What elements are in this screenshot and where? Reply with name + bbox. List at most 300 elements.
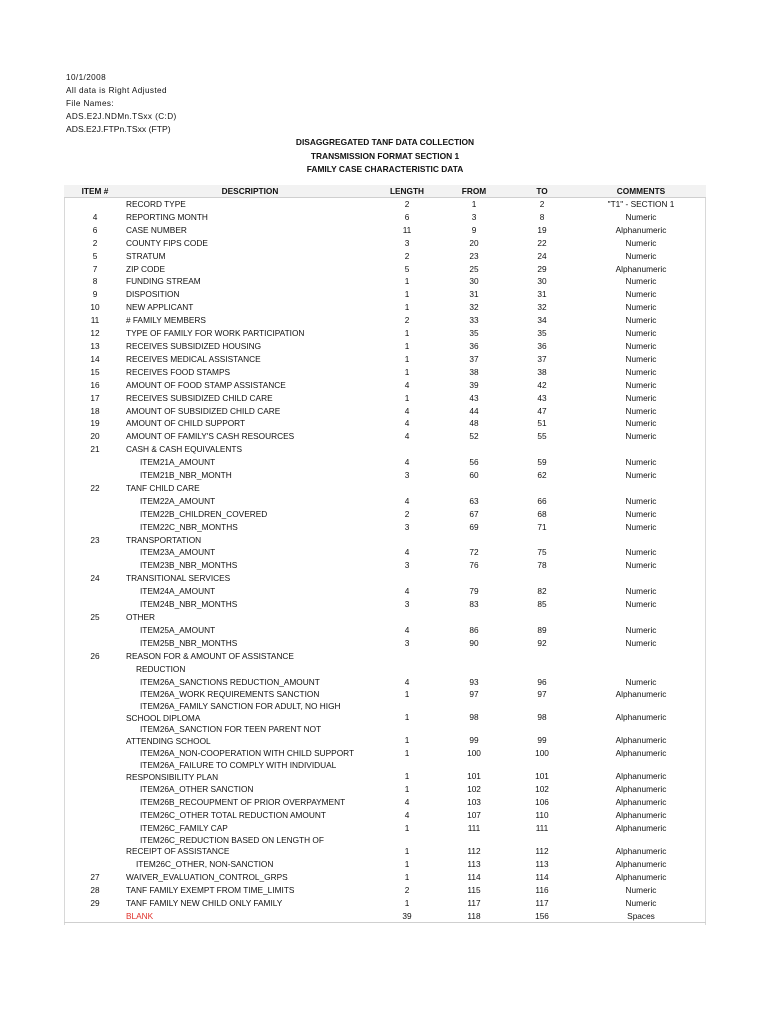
- table-row: [64, 871, 706, 884]
- cell-item: 16: [90, 379, 100, 390]
- cell-to: 42: [537, 379, 547, 390]
- cell-from: 32: [469, 302, 479, 313]
- cell-description: [126, 405, 374, 418]
- description-text: RECEIVES SUBSIDIZED CHILD CARE: [126, 392, 273, 403]
- cell-description: [126, 783, 374, 796]
- cell-item: 23: [90, 534, 100, 545]
- description-text: ITEM22A_AMOUNT: [140, 495, 216, 506]
- cell-length: [374, 482, 440, 495]
- cell-length: [374, 534, 440, 547]
- table-row: [64, 663, 706, 676]
- cell-item: [64, 822, 126, 835]
- cell-length: 4: [404, 797, 410, 808]
- cell-to: 111: [535, 822, 549, 833]
- description-text: ITEM26C_OTHER TOTAL REDUCTION AMOUNT: [140, 810, 326, 821]
- table-row: [64, 688, 706, 701]
- cell-to: 2: [539, 199, 545, 209]
- table-row: [64, 572, 706, 585]
- cell-to: [508, 534, 576, 547]
- cell-item: 17: [90, 392, 100, 403]
- cell-description: [126, 224, 374, 237]
- cell-item: 19: [90, 418, 100, 429]
- cell-from: [440, 663, 508, 676]
- col-header-to: TO: [508, 185, 576, 198]
- cell-description: [126, 796, 374, 809]
- cell-length: 1: [404, 289, 410, 300]
- cell-to: [508, 443, 576, 456]
- description-text: ITEM26A_NON-COOPERATION WITH CHILD SUPPORT: [140, 748, 355, 759]
- cell-description: [126, 366, 374, 379]
- cell-description: [126, 340, 374, 353]
- cell-description: [126, 301, 374, 314]
- cell-description: [126, 897, 374, 910]
- cell-item: 7: [92, 263, 98, 274]
- cell-comments: Numeric: [625, 431, 657, 442]
- cell-item: [64, 546, 126, 559]
- description-text: ITEM25B_NBR_MONTHS: [140, 637, 238, 648]
- cell-description: [126, 910, 374, 923]
- cell-item: [64, 796, 126, 809]
- description-text: ITEM26B_RECOUPMENT OF PRIOR OVERPAYMENT: [140, 797, 346, 808]
- cell-description: [126, 263, 374, 276]
- cell-to: 55: [537, 431, 547, 442]
- cell-comments: Alphanumeric: [615, 224, 667, 235]
- cell-from: 112: [467, 845, 481, 856]
- table-row: [64, 521, 706, 534]
- description-text: AMOUNT OF FOOD STAMP ASSISTANCE: [126, 379, 286, 390]
- cell-from: 52: [469, 431, 479, 442]
- cell-length: 1: [404, 748, 410, 759]
- description-text: AMOUNT OF SUBSIDIZED CHILD CARE: [126, 405, 281, 416]
- description-text: REASON FOR & AMOUNT OF ASSISTANCE: [126, 650, 294, 661]
- cell-from: 97: [469, 689, 479, 700]
- description-text: RECEIVES FOOD STAMPS: [126, 366, 231, 377]
- cell-item: [64, 508, 126, 521]
- cell-comments: Numeric: [625, 289, 657, 300]
- table-body: [64, 198, 706, 923]
- cell-description: [126, 237, 374, 250]
- cell-length: 4: [404, 624, 410, 635]
- cell-description: [126, 288, 374, 301]
- cell-description: [126, 611, 374, 624]
- cell-from: 60: [469, 470, 479, 481]
- cell-from: [440, 572, 508, 585]
- cell-comments: Alphanumeric: [615, 263, 667, 274]
- description-text: RECORD TYPE: [126, 199, 186, 209]
- table-row: [64, 534, 706, 547]
- cell-description: [126, 534, 374, 547]
- description-text: CASE NUMBER: [126, 224, 187, 235]
- cell-description: [126, 392, 374, 405]
- cell-comments: Numeric: [625, 315, 657, 326]
- description-text: REDUCTION: [136, 663, 186, 674]
- cell-item: [64, 760, 126, 783]
- cell-description: [126, 417, 374, 430]
- cell-length: 2: [404, 315, 410, 326]
- cell-length: 1: [404, 771, 410, 782]
- cell-item: [64, 809, 126, 822]
- cell-from: 93: [469, 676, 479, 687]
- cell-item: [64, 701, 126, 724]
- cell-length: 3: [404, 237, 410, 248]
- cell-to: 35: [537, 328, 547, 339]
- description-text: TANF FAMILY NEW CHILD ONLY FAMILY: [126, 897, 283, 908]
- cell-item: [64, 783, 126, 796]
- cell-item: [64, 585, 126, 598]
- cell-item: [64, 688, 126, 701]
- cell-item: 22: [90, 482, 100, 493]
- table-row: [64, 809, 706, 822]
- cell-comments: "T1" - SECTION 1: [607, 199, 675, 209]
- cell-to: [508, 663, 576, 676]
- cell-length: 3: [404, 560, 410, 571]
- table-row: [64, 379, 706, 392]
- table-row: [64, 508, 706, 521]
- cell-length: 4: [404, 405, 410, 416]
- table-row: [64, 760, 706, 783]
- cell-description: [126, 822, 374, 835]
- description-continuation: RESPONSIBILITY PLAN: [126, 771, 219, 782]
- cell-length: 1: [404, 340, 410, 351]
- cell-comments: Alphanumeric: [615, 797, 667, 808]
- cell-length: 1: [404, 712, 410, 723]
- cell-to: 34: [537, 315, 547, 326]
- table-row: [64, 637, 706, 650]
- cell-from: 36: [469, 340, 479, 351]
- cell-from: 102: [467, 784, 481, 795]
- cell-length: 4: [404, 495, 410, 506]
- cell-item: [64, 724, 126, 747]
- cell-length: 1: [404, 353, 410, 364]
- cell-from: 1: [471, 199, 477, 209]
- cell-item: 2: [92, 237, 98, 248]
- cell-comments: [576, 650, 706, 663]
- cell-item: 4: [92, 211, 98, 222]
- cell-description: [126, 211, 374, 224]
- cell-item: 21: [90, 444, 100, 455]
- cell-comments: Numeric: [625, 470, 657, 481]
- description-text: ITEM26A_SANCTION FOR TEEN PARENT NOT: [140, 724, 322, 735]
- cell-length: 1: [404, 871, 410, 882]
- cell-to: 92: [537, 637, 547, 648]
- cell-item: 20: [90, 431, 100, 442]
- description-text: ZIP CODE: [126, 263, 166, 274]
- description-text: ITEM21B_NBR_MONTH: [140, 470, 232, 481]
- description-text: TRANSITIONAL SERVICES: [126, 573, 231, 584]
- cell-comments: [576, 443, 706, 456]
- description-continuation: ATTENDING SCHOOL: [126, 735, 211, 746]
- cell-item: [64, 598, 126, 611]
- description-text: ITEM22B_CHILDREN_COVERED: [140, 508, 268, 519]
- cell-description: [126, 469, 374, 482]
- description-text: AMOUNT OF CHILD SUPPORT: [126, 418, 246, 429]
- cell-item: 10: [90, 302, 100, 313]
- description-text: DISPOSITION: [126, 289, 180, 300]
- cell-description: [126, 637, 374, 650]
- cell-comments: Numeric: [625, 276, 657, 287]
- cell-comments: Numeric: [625, 366, 657, 377]
- cell-length: 3: [404, 599, 410, 610]
- cell-description: [126, 521, 374, 534]
- description-text: ITEM23B_NBR_MONTHS: [140, 560, 238, 571]
- file-name-ftp: ADS.E2J.FTPn.TSxx (FTP): [66, 124, 171, 134]
- cell-from: [440, 650, 508, 663]
- table-row: [64, 783, 706, 796]
- description-text: TRANSPORTATION: [126, 534, 202, 545]
- cell-comments: Spaces: [576, 910, 706, 923]
- table-row: [64, 897, 706, 910]
- cell-description: [126, 650, 374, 663]
- cell-length: 3: [404, 521, 410, 532]
- cell-item: [64, 456, 126, 469]
- cell-from: 48: [469, 418, 479, 429]
- cell-description: [126, 572, 374, 585]
- table-row: [64, 546, 706, 559]
- cell-description: [126, 495, 374, 508]
- cell-description: [126, 858, 374, 871]
- description-text: ITEM26C_REDUCTION BASED ON LENGTH OF: [140, 834, 324, 845]
- cell-comments: Numeric: [625, 340, 657, 351]
- cell-length: 2: [404, 508, 410, 519]
- cell-comments: [576, 611, 706, 624]
- cell-description: [126, 871, 374, 884]
- cell-item: [64, 198, 126, 211]
- cell-item: [64, 495, 126, 508]
- cell-length: 1: [404, 897, 410, 908]
- cell-item: 27: [90, 871, 100, 882]
- cell-item: 14: [90, 353, 100, 364]
- description-text: TYPE OF FAMILY FOR WORK PARTICIPATION: [126, 328, 305, 339]
- file-name-cd: ADS.E2J.NDMn.TSxx (C:D): [66, 112, 177, 121]
- cell-description: [126, 353, 374, 366]
- cell-length: 1: [404, 822, 410, 833]
- cell-length: 4: [404, 418, 410, 429]
- cell-to: [508, 611, 576, 624]
- cell-from: 101: [467, 771, 481, 782]
- table-row: [64, 443, 706, 456]
- description-text: ITEM26C_FAMILY CAP: [140, 822, 228, 833]
- cell-length: [374, 443, 440, 456]
- cell-length: [374, 572, 440, 585]
- table-row: [64, 585, 706, 598]
- cell-item: 13: [90, 340, 100, 351]
- cell-length: 2: [404, 199, 410, 209]
- title-line-3: FAMILY CASE CHARACTERISTIC DATA: [306, 164, 464, 174]
- cell-comments: Numeric: [625, 676, 657, 687]
- col-header-description: DESCRIPTION: [126, 185, 374, 198]
- cell-description: [126, 884, 374, 897]
- cell-from: 111: [467, 822, 481, 833]
- description-text: COUNTY FIPS CODE: [126, 237, 208, 248]
- cell-description: [126, 809, 374, 822]
- table-row: [64, 701, 706, 724]
- cell-to: 29: [537, 263, 547, 274]
- description-text: NEW APPLICANT: [126, 302, 194, 313]
- cell-to: 32: [537, 302, 547, 313]
- cell-comments: Numeric: [625, 211, 657, 222]
- cell-to: 85: [537, 599, 547, 610]
- cell-comments: Numeric: [625, 897, 657, 908]
- table-row: [64, 263, 706, 276]
- cell-comments: Numeric: [625, 495, 657, 506]
- cell-to: 78: [537, 560, 547, 571]
- description-text: ITEM26A_WORK REQUIREMENTS SANCTION: [140, 689, 320, 700]
- table-row: [64, 237, 706, 250]
- description-text: ITEM24B_NBR_MONTHS: [140, 599, 238, 610]
- cell-item: 15: [90, 366, 100, 377]
- cell-comments: Alphanumeric: [615, 712, 667, 723]
- cell-comments: Numeric: [625, 521, 657, 532]
- cell-from: 38: [469, 366, 479, 377]
- cell-description: [126, 585, 374, 598]
- cell-from: 99: [469, 735, 479, 746]
- cell-item: 26: [90, 650, 100, 661]
- file-names-label: File Names:: [66, 99, 115, 108]
- cell-comments: Alphanumeric: [615, 689, 667, 700]
- cell-to: 112: [535, 845, 549, 856]
- cell-from: 107: [467, 810, 481, 821]
- col-header-length: LENGTH: [374, 185, 440, 198]
- table-row: [64, 353, 706, 366]
- cell-from: 117: [467, 897, 481, 908]
- description-text: ITEM21A_AMOUNT: [140, 457, 216, 468]
- cell-description: [126, 275, 374, 288]
- cell-from: 83: [469, 599, 479, 610]
- cell-comments: Numeric: [625, 547, 657, 558]
- cell-length: 6: [404, 211, 410, 222]
- cell-from: 9: [471, 224, 477, 235]
- cell-item: 6: [92, 224, 98, 235]
- cell-description: [126, 327, 374, 340]
- cell-item: 24: [90, 573, 100, 584]
- cell-description: [126, 724, 374, 747]
- cell-from: 23: [469, 250, 479, 261]
- description-text: ITEM26A_FAMILY SANCTION FOR ADULT, NO HIGH: [140, 701, 341, 712]
- cell-from: 43: [469, 392, 479, 403]
- document-titles: [0, 136, 770, 177]
- cell-to: 156: [508, 910, 576, 923]
- description-text: TANF FAMILY EXEMPT FROM TIME_LIMITS: [126, 884, 295, 895]
- cell-description: [126, 379, 374, 392]
- cell-from: 114: [467, 871, 481, 882]
- cell-from: 118: [440, 910, 508, 923]
- cell-length: 1: [404, 845, 410, 856]
- cell-from: [440, 534, 508, 547]
- cell-description: [126, 443, 374, 456]
- cell-to: [508, 482, 576, 495]
- cell-to: 102: [535, 784, 549, 795]
- cell-comments: Alphanumeric: [615, 748, 667, 759]
- description-text: ITEM26C_OTHER, NON-SANCTION: [136, 858, 274, 869]
- cell-comments: Alphanumeric: [615, 871, 667, 882]
- description-text: CASH & CASH EQUIVALENTS: [126, 444, 243, 455]
- cell-item: [64, 469, 126, 482]
- cell-description: [126, 314, 374, 327]
- cell-comments: [576, 482, 706, 495]
- cell-length: [374, 611, 440, 624]
- cell-length: 5: [404, 263, 410, 274]
- cell-length: 1: [404, 366, 410, 377]
- cell-item: 8: [92, 276, 98, 287]
- table-row: [64, 430, 706, 443]
- cell-from: 37: [469, 353, 479, 364]
- cell-length: 1: [404, 784, 410, 795]
- cell-description: [126, 546, 374, 559]
- cell-to: 43: [537, 392, 547, 403]
- cell-to: 31: [537, 289, 547, 300]
- table-row: [64, 275, 706, 288]
- cell-length: 1: [404, 392, 410, 403]
- cell-item: [64, 559, 126, 572]
- table-row: [64, 327, 706, 340]
- table-row: [64, 392, 706, 405]
- table-row: [64, 650, 706, 663]
- table-row: [64, 910, 706, 923]
- cell-item: 18: [90, 405, 100, 416]
- cell-description: [126, 198, 374, 211]
- table-row: [64, 624, 706, 637]
- cell-to: 19: [537, 224, 547, 235]
- cell-to: 47: [537, 405, 547, 416]
- cell-comments: Numeric: [625, 405, 657, 416]
- description-text: OTHER: [126, 612, 156, 622]
- cell-comments: Alphanumeric: [615, 822, 667, 833]
- cell-to: 75: [537, 547, 547, 558]
- adjust-note: All data is Right Adjusted: [66, 86, 167, 95]
- cell-description: [126, 508, 374, 521]
- cell-from: 103: [467, 797, 481, 808]
- cell-to: 89: [537, 624, 547, 635]
- record-layout-table: [64, 185, 706, 923]
- cell-description: [126, 598, 374, 611]
- cell-length: 1: [404, 858, 410, 869]
- cell-item: [64, 521, 126, 534]
- cell-from: 3: [471, 211, 477, 222]
- cell-from: 69: [469, 521, 479, 532]
- cell-comments: Alphanumeric: [615, 784, 667, 795]
- table-row: [64, 198, 706, 211]
- cell-item: [64, 663, 126, 676]
- cell-to: 38: [537, 366, 547, 377]
- table-row: [64, 858, 706, 871]
- cell-comments: Alphanumeric: [615, 858, 667, 869]
- cell-from: 98: [469, 712, 479, 723]
- cell-to: 113: [535, 858, 549, 869]
- cell-comments: Numeric: [625, 418, 657, 429]
- cell-to: 51: [537, 418, 547, 429]
- cell-from: [440, 611, 508, 624]
- cell-item: 9: [92, 289, 98, 300]
- cell-length: 2: [404, 250, 410, 261]
- cell-length: 39: [374, 910, 440, 923]
- cell-from: 67: [469, 508, 479, 519]
- cell-to: 101: [535, 771, 549, 782]
- cell-to: 59: [537, 457, 547, 468]
- table-row: [64, 796, 706, 809]
- description-text: BLANK: [126, 910, 154, 921]
- table-row: [64, 469, 706, 482]
- cell-item: 29: [90, 897, 100, 908]
- cell-comments: Numeric: [625, 392, 657, 403]
- cell-comments: Numeric: [625, 599, 657, 610]
- table-row: [64, 456, 706, 469]
- cell-comments: Alphanumeric: [615, 735, 667, 746]
- cell-description: [126, 559, 374, 572]
- cell-item: [64, 747, 126, 760]
- cell-description: [126, 663, 374, 676]
- cell-item: 5: [92, 250, 98, 261]
- cell-length: [374, 663, 440, 676]
